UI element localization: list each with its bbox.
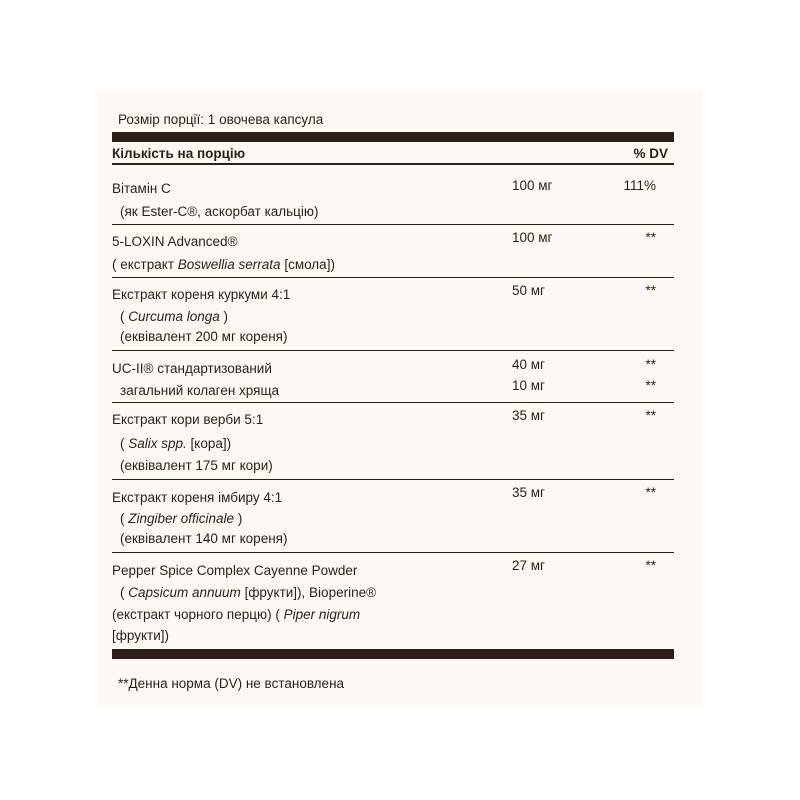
nutrient-detail: ( Zingiber officinale ) [120,511,243,526]
nutrient-dv: ** [645,408,656,423]
nutrient-amount: 100 мг [512,230,553,245]
nutrient-row-pepper-spice-complex [112,553,674,649]
nutrient-dv: ** [645,357,656,372]
nutrient-name: Екстракт кори верби 5:1 [112,412,264,427]
nutrient-detail: ( Capsicum annuum [фрукти]), Bioperine® [120,585,377,600]
nutrient-row-vitamin-c [112,173,674,225]
nutrient-name: Екстракт кореня куркуми 4:1 [112,287,291,302]
nutrient-amount: 40 мг [512,357,545,372]
nutrient-row-willow-bark [112,403,674,480]
nutrient-amount: 35 мг [512,408,545,423]
table-header [112,140,674,164]
nutrient-amount: 35 мг [512,485,545,500]
nutrient-detail: (як Ester-C®, аскорбат кальцію) [120,204,319,219]
dv-label: % DV [633,146,668,161]
nutrient-name: Екстракт кореня імбиру 4:1 [112,490,283,505]
nutrient-dv: ** [645,485,656,500]
nutrient-dv: 111% [623,178,656,193]
nutrient-detail: (екстракт чорного перцю) ( Piper nigrum [112,607,361,622]
footnote: **Денна норма (DV) не встановлена [118,676,345,691]
serving-size: Розмір порції: 1 овочева капсула [118,112,324,127]
nutrient-name: 5-LOXIN Advanced® [112,234,238,249]
nutrient-dv: ** [645,230,656,245]
nutrient-detail: загальний колаген хряща [120,383,280,398]
nutrient-name: Pepper Spice Complex Cayenne Powder [112,563,358,578]
nutrient-amount: 27 мг [512,558,545,573]
bottom-thick-rule [112,649,674,659]
nutrient-amount: 10 мг [512,378,545,393]
nutrient-detail: [фрукти]) [112,628,169,643]
nutrient-row-turmeric [112,278,674,351]
nutrient-name: Вітамін С [112,181,171,196]
nutrient-equivalent: (еквівалент 200 мг кореня) [120,329,288,344]
nutrient-dv: ** [645,558,656,573]
supplement-facts-panel [98,92,702,706]
nutrient-detail: ( Salix spp. [кора]) [120,436,232,451]
nutrient-dv: ** [645,378,656,393]
nutrient-row-5-loxin [112,225,674,278]
nutrient-dv: ** [645,283,656,298]
nutrient-amount: 50 мг [512,283,545,298]
amount-per-serving-label: Кількість на порцію [112,146,246,161]
nutrient-detail: ( Curcuma longa ) [120,309,229,324]
nutrient-row-uc-ii [112,351,674,403]
nutrient-equivalent: (еквівалент 140 мг кореня) [120,531,288,546]
nutrient-name: UC-II® стандартизований [112,361,272,376]
nutrient-equivalent: (еквівалент 175 мг кори) [120,458,273,473]
header-rule [112,163,674,165]
nutrient-row-ginger [112,480,674,553]
nutrient-amount: 100 мг [512,178,553,193]
nutrient-detail: ( екстракт Boswellia serrata [смола]) [112,257,335,272]
